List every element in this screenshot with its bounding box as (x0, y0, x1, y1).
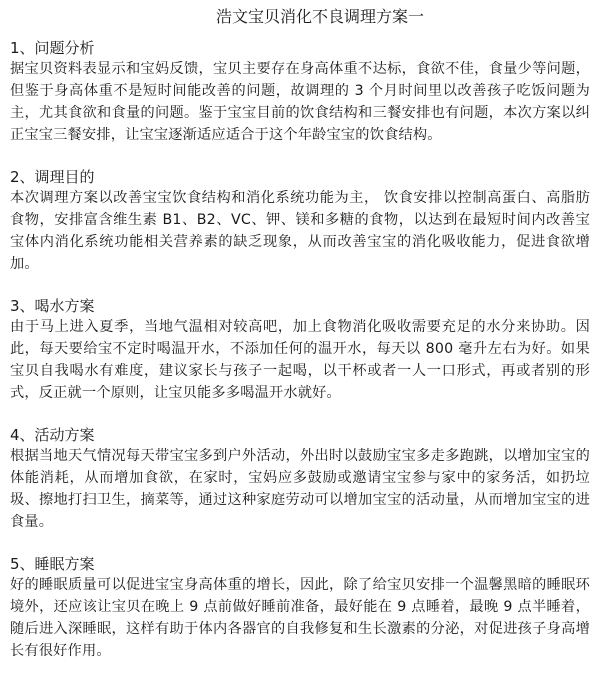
document-title: 浩文宝贝消化不良调理方案一 (215, 7, 424, 26)
section-heading: 3、喝水方案 (10, 297, 95, 315)
section-gap (10, 275, 590, 296)
section-sleep-plan (10, 554, 590, 662)
section-gap (10, 146, 590, 167)
section-water-plan (10, 296, 590, 404)
section-body: 据宝贝资料表显示和宝妈反馈，宝贝主要存在身高体重不达标，食欲不佳，食量少等问题，但鉴于身高体重不是短时间能改善的问题，故调理的 3 个月时间里以改善孩子吃饭问题为主，尤其食欲和食量的问题。鉴于宝宝目前的饮食结构和三餐安排也有问题，本次方案以纠正宝宝三餐安排，让宝宝逐渐适应适合于这个年龄宝宝的饮食结构。 (10, 61, 590, 143)
section-body: 根据当地天气情况每天带宝宝多到户外活动，外出时以鼓励宝宝多走多跑跳，以增加宝宝的体能消耗，从而增加食欲，在家时，宝妈应多鼓励或邀请宝宝参与家中的家务活，如扔垃圾、擦地打扫卫生，摘菜等，通过这种家庭劳动可以增加宝宝的活动量，从而增加宝宝的进食量。 (10, 448, 590, 530)
section-gap (10, 533, 590, 554)
section-problem-analysis (10, 38, 590, 146)
section-body: 本次调理方案以改善宝宝饮食结构和消化系统功能为主， 饮食安排以控制高蛋白、高脂肪食物，安排富含维生素 B1、B2、VC、钾、镁和多糖的食物，以达到在最短时间内改善宝宝体内消化系统功能相关营养素的缺乏现象，从而改善宝宝的消化吸收能力，促进食欲增加。 (10, 190, 590, 272)
section-heading: 5、睡眠方案 (10, 555, 95, 573)
section-body: 好的睡眠质量可以促进宝宝身高体重的增长，因此，除了给宝贝安排一个温馨黑暗的睡眠环境外，还应该让宝贝在晚上 9 点前做好睡前准备，最好能在 9 点睡着，最晚 9 点半睡着，随后进入深睡眠，这样有助于体内各器官的自我修复和生长激素的分泌，对促进孩子身高增长有很好作用。 (10, 577, 590, 659)
section-body: 由于马上进入夏季，当地气温相对较高吧，加上食物消化吸收需要充足的水分来协助。因此，每天要给宝不定时喝温开水，不添加任何的温开水，每天以 800 毫升左右为好。如果宝贝自我喝水有难度，建议家长与孩子一起喝，以干杯或者一人一口形式，再或者别的形式，反正就一个原则，让宝贝能多多喝温开水就好。 (10, 319, 590, 401)
section-heading: 2、调理目的 (10, 168, 95, 186)
section-activity-plan (10, 425, 590, 533)
section-gap (10, 404, 590, 425)
section-heading: 1、问题分析 (10, 39, 95, 57)
section-purpose (10, 167, 590, 275)
section-heading: 4、活动方案 (10, 426, 95, 444)
